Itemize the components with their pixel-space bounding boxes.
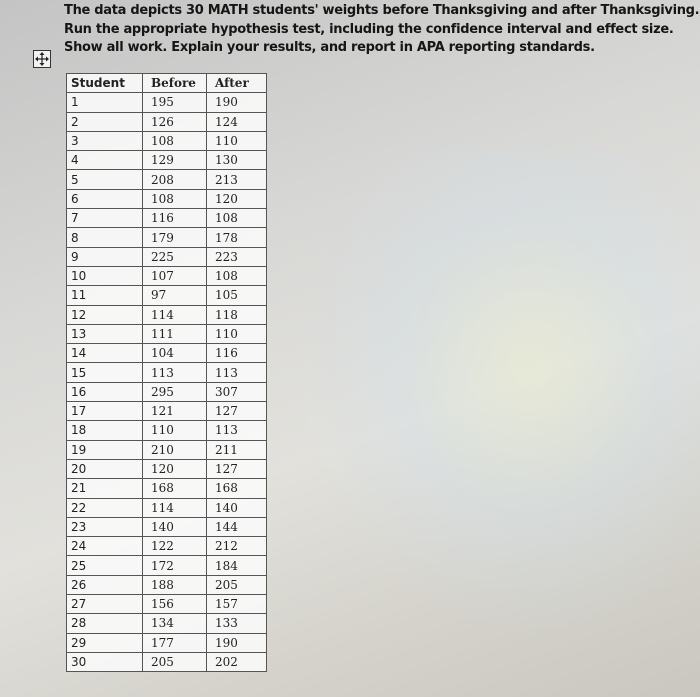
move-arrows-icon [34, 51, 50, 67]
cell-after[interactable]: 118 [207, 305, 267, 324]
table-row [67, 652, 267, 671]
table-row [67, 266, 267, 285]
assignment-instructions [64, 2, 700, 58]
cell-student[interactable]: 26 [67, 575, 143, 594]
cell-after[interactable]: 113 [207, 363, 267, 382]
cell-after[interactable]: 223 [207, 247, 267, 266]
cell-after[interactable]: 130 [207, 151, 267, 170]
cell-before[interactable]: 140 [143, 517, 207, 536]
table-row [67, 247, 267, 266]
cell-after[interactable]: 120 [207, 189, 267, 208]
cell-after[interactable]: 108 [207, 209, 267, 228]
cell-student[interactable]: 11 [67, 286, 143, 305]
table-row [67, 517, 267, 536]
cell-after[interactable]: 110 [207, 131, 267, 150]
cell-before[interactable]: 114 [143, 498, 207, 517]
header-after[interactable]: After [207, 74, 267, 93]
cell-after[interactable]: 202 [207, 652, 267, 671]
cell-student[interactable]: 12 [67, 305, 143, 324]
cell-before[interactable]: 104 [143, 344, 207, 363]
cell-student[interactable]: 7 [67, 209, 143, 228]
screen-glare [300, 150, 700, 630]
cell-student[interactable]: 25 [67, 556, 143, 575]
cell-before[interactable]: 121 [143, 402, 207, 421]
instruction-line-1: The data depicts 30 MATH students' weights before Thanksgiving and after Thanksgiving. [64, 3, 700, 18]
cell-before[interactable]: 210 [143, 440, 207, 459]
cell-before[interactable]: 188 [143, 575, 207, 594]
table-row [67, 382, 267, 401]
cell-student[interactable]: 20 [67, 459, 143, 478]
cell-student[interactable]: 16 [67, 382, 143, 401]
cell-after[interactable]: 110 [207, 324, 267, 343]
header-student[interactable]: Student [67, 74, 143, 93]
weights-table[interactable] [66, 73, 267, 672]
cell-before[interactable]: 156 [143, 595, 207, 614]
cell-after[interactable]: 178 [207, 228, 267, 247]
table-row [67, 421, 267, 440]
table-row [67, 228, 267, 247]
cell-after[interactable]: 212 [207, 537, 267, 556]
table-row [67, 537, 267, 556]
cell-after[interactable]: 124 [207, 112, 267, 131]
cell-before[interactable]: 168 [143, 479, 207, 498]
table-row [67, 305, 267, 324]
cell-student[interactable]: 13 [67, 324, 143, 343]
cell-student[interactable]: 24 [67, 537, 143, 556]
table-row [67, 479, 267, 498]
cell-after[interactable]: 213 [207, 170, 267, 189]
cell-after[interactable]: 184 [207, 556, 267, 575]
table-row [67, 209, 267, 228]
cell-student[interactable]: 17 [67, 402, 143, 421]
cell-before[interactable]: 129 [143, 151, 207, 170]
cell-before[interactable]: 195 [143, 93, 207, 112]
cell-after[interactable]: 108 [207, 266, 267, 285]
cell-student[interactable]: 27 [67, 595, 143, 614]
table-row [67, 459, 267, 478]
header-before[interactable]: Before [143, 74, 207, 93]
cell-after[interactable]: 133 [207, 614, 267, 633]
table-header-row [67, 74, 267, 93]
cell-after[interactable]: 211 [207, 440, 267, 459]
cell-student[interactable]: 21 [67, 479, 143, 498]
table-row [67, 633, 267, 652]
cell-after[interactable]: 113 [207, 421, 267, 440]
cell-student[interactable]: 28 [67, 614, 143, 633]
cell-before[interactable]: 107 [143, 266, 207, 285]
cell-after[interactable]: 190 [207, 93, 267, 112]
cell-student[interactable]: 14 [67, 344, 143, 363]
table-row [67, 324, 267, 343]
table-row [67, 170, 267, 189]
cell-before[interactable]: 179 [143, 228, 207, 247]
table-body [67, 93, 267, 672]
cell-after[interactable]: 157 [207, 595, 267, 614]
cell-student[interactable]: 5 [67, 170, 143, 189]
cell-student[interactable]: 18 [67, 421, 143, 440]
cell-before[interactable]: 116 [143, 209, 207, 228]
table-row [67, 344, 267, 363]
instruction-line-3: Show all work. Explain your results, and report in APA reporting standards. [64, 40, 595, 55]
cell-before[interactable]: 108 [143, 131, 207, 150]
cell-before[interactable]: 97 [143, 286, 207, 305]
cell-before[interactable]: 114 [143, 305, 207, 324]
cell-before[interactable]: 110 [143, 421, 207, 440]
cell-after[interactable]: 140 [207, 498, 267, 517]
cell-after[interactable]: 127 [207, 402, 267, 421]
cell-after[interactable]: 205 [207, 575, 267, 594]
cell-after[interactable]: 105 [207, 286, 267, 305]
table-row [67, 363, 267, 382]
cell-student[interactable]: 4 [67, 151, 143, 170]
instruction-line-2: Run the appropriate hypothesis test, including the confidence interval and effect size. [64, 21, 674, 37]
table-row [67, 614, 267, 633]
cell-student[interactable]: 8 [67, 228, 143, 247]
cell-before[interactable]: 208 [143, 170, 207, 189]
cell-after[interactable]: 190 [207, 633, 267, 652]
cell-student[interactable]: 1 [67, 93, 143, 112]
cell-student[interactable]: 15 [67, 363, 143, 382]
cell-student[interactable]: 2 [67, 112, 143, 131]
cell-after[interactable]: 168 [207, 479, 267, 498]
cell-after[interactable]: 127 [207, 459, 267, 478]
cell-before[interactable]: 205 [143, 652, 207, 671]
cell-before[interactable]: 126 [143, 112, 207, 131]
cell-before[interactable]: 111 [143, 324, 207, 343]
cell-student[interactable]: 3 [67, 131, 143, 150]
table-row [67, 131, 267, 150]
table-row [67, 575, 267, 594]
cell-student[interactable]: 23 [67, 517, 143, 536]
table-row [67, 189, 267, 208]
cell-before[interactable]: 122 [143, 537, 207, 556]
cell-student[interactable]: 22 [67, 498, 143, 517]
cell-before[interactable]: 120 [143, 459, 207, 478]
table-row [67, 498, 267, 517]
table-move-handle[interactable] [33, 50, 51, 68]
cell-student[interactable]: 29 [67, 633, 143, 652]
cell-student[interactable]: 30 [67, 652, 143, 671]
cell-before[interactable]: 177 [143, 633, 207, 652]
cell-after[interactable]: 307 [207, 382, 267, 401]
table-row [67, 595, 267, 614]
table-row [67, 93, 267, 112]
cell-before[interactable]: 134 [143, 614, 207, 633]
table-row [67, 286, 267, 305]
cell-student[interactable]: 9 [67, 247, 143, 266]
cell-before[interactable]: 108 [143, 189, 207, 208]
cell-student[interactable]: 19 [67, 440, 143, 459]
table-row [67, 112, 267, 131]
cell-after[interactable]: 116 [207, 344, 267, 363]
table-row [67, 402, 267, 421]
cell-student[interactable]: 6 [67, 189, 143, 208]
cell-before[interactable]: 113 [143, 363, 207, 382]
cell-student[interactable]: 10 [67, 266, 143, 285]
cell-after[interactable]: 144 [207, 517, 267, 536]
table-row [67, 440, 267, 459]
cell-before[interactable]: 295 [143, 382, 207, 401]
cell-before[interactable]: 172 [143, 556, 207, 575]
table-row [67, 151, 267, 170]
cell-before[interactable]: 225 [143, 247, 207, 266]
table-row [67, 556, 267, 575]
